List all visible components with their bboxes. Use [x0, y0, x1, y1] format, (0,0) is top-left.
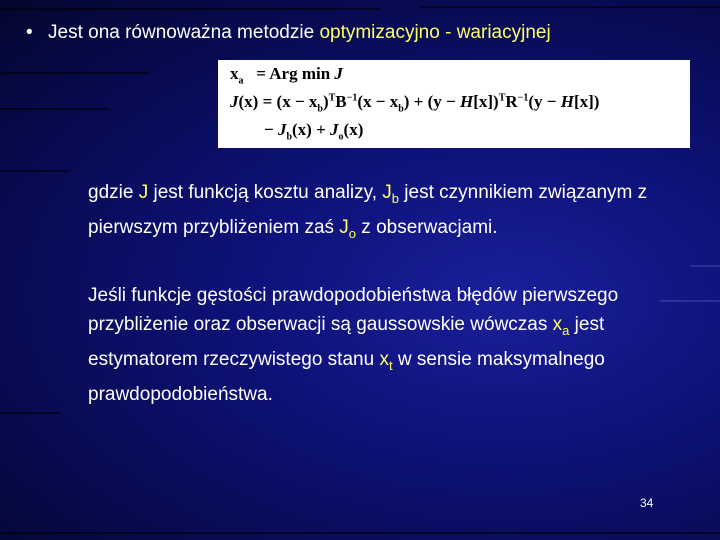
decor-streak — [0, 108, 110, 110]
text: gdzie — [88, 182, 139, 203]
formula-image — [218, 60, 690, 148]
page-number: 34 — [640, 496, 654, 510]
decor-streak — [0, 532, 720, 534]
bullet-icon: • — [26, 22, 33, 43]
decor-streak — [690, 265, 720, 267]
subscript-b: b — [391, 190, 400, 206]
decor-streak — [0, 8, 380, 10]
formula-row-1: $x_a$ = Arg min J — [230, 64, 343, 87]
symbol-xa: x — [552, 314, 563, 335]
text: jest funkcją kosztu analizy, — [148, 182, 383, 203]
bullet-highlight: optymizacyjno - wariacyjnej — [319, 22, 551, 43]
bullet-text: Jest ona równoważna metodzie — [48, 22, 320, 43]
decor-streak — [0, 72, 150, 74]
decor-streak — [0, 412, 60, 414]
formula-row-2: $J(x) = (x - x_b)^TB^{-1}(x - x_b) + (y - H[x])^TR^{-1}(y - H[x])$ — [230, 92, 600, 115]
text: Jeśli funkcje gęstości prawdopodobieństwa błędów pierwszego przybliżenie oraz obserwacji są gaussowskie wówczas — [88, 285, 619, 335]
decor-streak — [420, 6, 720, 8]
decor-streak — [0, 170, 70, 172]
formula-row-3: − $J_b(x) + J_o(x)$ — [230, 120, 364, 143]
paragraph-gaussian — [88, 281, 688, 409]
subscript-a: a — [562, 322, 570, 338]
symbol-Jb: J — [382, 182, 392, 203]
text: jest estymatorem rzeczywistego stanu — [88, 314, 605, 370]
symbol-xt: x — [379, 348, 389, 370]
paragraph-definitions — [88, 178, 688, 248]
symbol-J: J — [138, 182, 149, 203]
text: z obserwacjami. — [356, 216, 498, 238]
text: w sensie maksymalnego prawdopodobieństwa. — [88, 348, 605, 405]
subscript-o: o — [348, 225, 357, 241]
subscript-t: t — [388, 357, 393, 373]
symbol-Jo: J — [339, 216, 349, 238]
text: jest czynnikiem związanym z pierwszym przybliżeniem zaś — [88, 182, 648, 238]
bullet-heading — [26, 22, 551, 44]
